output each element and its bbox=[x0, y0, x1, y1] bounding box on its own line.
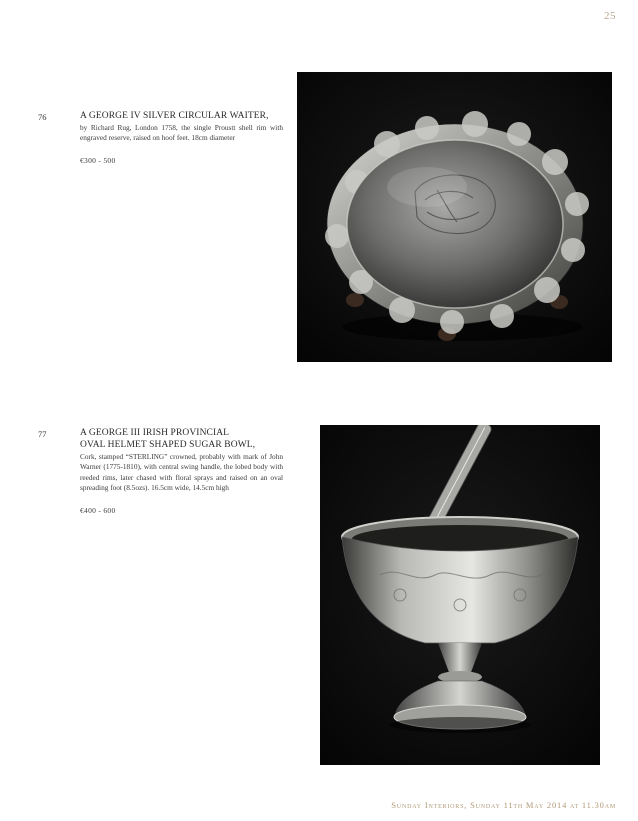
lot-photo-waiter bbox=[297, 72, 612, 362]
lot-title: A GEORGE IV SILVER CIRCULAR WAITER, bbox=[80, 111, 269, 121]
lot-title-line-1: A GEORGE III IRISH PROVINCIAL bbox=[80, 428, 230, 438]
lot-details bbox=[80, 110, 283, 165]
lot-description: by Richard Rug, London 1758, the single Proustt shell rim with engraved reserve, raised on hoof feet. 18cm diameter bbox=[80, 123, 283, 143]
lot-estimate: €400 - 600 bbox=[80, 505, 116, 515]
silver-sugar-bowl-image bbox=[320, 425, 600, 765]
lot-estimate: €300 - 500 bbox=[80, 155, 116, 165]
page-number: 25 bbox=[604, 10, 616, 22]
lot-title-line-2: OVAL HELMET SHAPED SUGAR BOWL, bbox=[80, 440, 256, 450]
lot-photo-sugar-bowl bbox=[320, 425, 600, 765]
footer-caption: Sunday Interiors, Sunday 11th May 2014 at 11.30am bbox=[391, 800, 616, 810]
lot-description: Cork, stamped “STERLING” crowned, probably with mark of John Warner (1775-1810), with central swing handle, the lobed body with reeded rims, later chased with floral sprays and raised on an oval spreading foot (8.5ozs). 16.5cm wide, 14.5cm high bbox=[80, 452, 283, 493]
lot-number: 76 bbox=[38, 112, 47, 122]
silver-waiter-image bbox=[297, 72, 612, 362]
lot-number: 77 bbox=[38, 429, 47, 439]
lot-details bbox=[80, 427, 283, 515]
